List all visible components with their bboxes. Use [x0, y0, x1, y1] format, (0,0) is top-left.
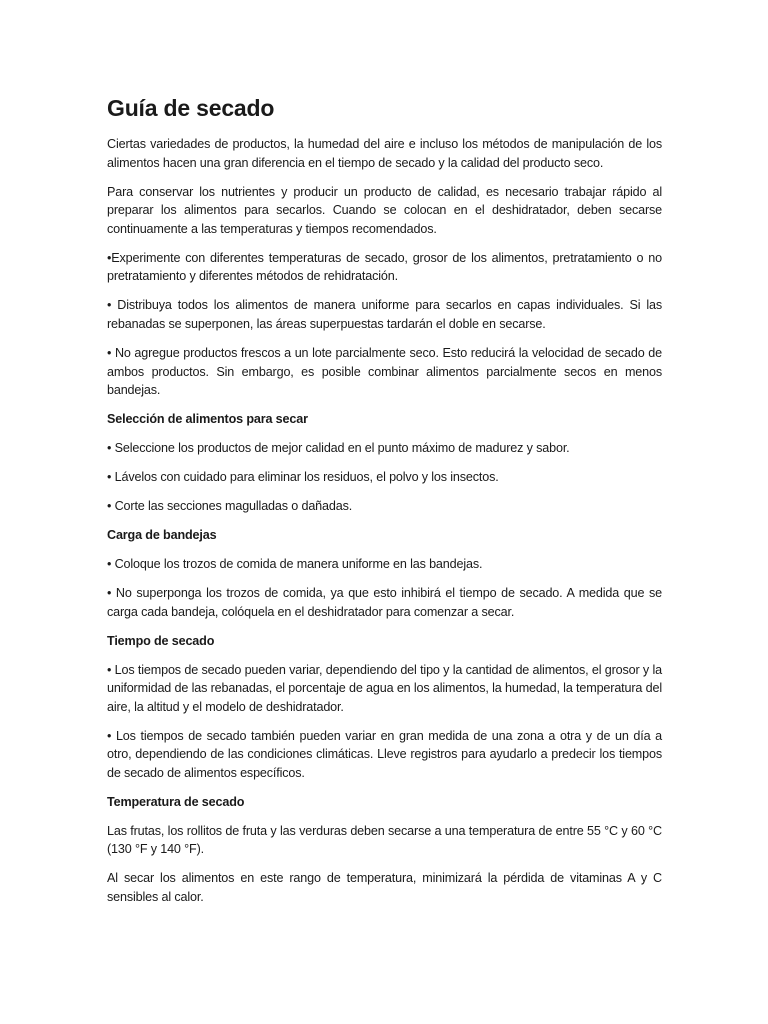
bullet-experiment: •Experimente con diferentes temperaturas de secado, grosor de los alimentos, pretratamiento o no pretratamiento y diferentes métodos de rehidratación. — [107, 250, 662, 284]
bullet-place-evenly: • Coloque los trozos de comida de manera uniforme en las bandejas. — [107, 557, 483, 571]
bullet-times-vary: • Los tiempos de secado pueden variar, dependiendo del tipo y la cantidad de alimentos, el grosor y la uniformidad de las rebanadas, el porcentaje de agua en los alimentos, la humedad, la temperatura del aire, la altitud y el modelo de deshidratador. — [107, 662, 662, 714]
bullet-select-quality: • Seleccione los productos de mejor calidad en el punto máximo de madurez y sabor. — [107, 441, 570, 456]
bullet-times-regional: • Los tiempos de secado también pueden variar en gran medida de una zona a otra y de un día a otro, dependiendo de las condiciones climáticas. Lleve registros para ayudarlo a predecir los tiempos de secado de alimentos específicos. — [107, 728, 662, 780]
paragraph-conservation: Para conservar los nutrientes y producir un producto de calidad, es necesario trabajar rápido al preparar los alimentos para secarlos. Cuando se colocan en el deshidratador, deben secarse continuamente a las temperaturas y tiempos recomendados. — [107, 184, 662, 236]
heading-drying-time: Tiempo de secado — [107, 633, 215, 648]
paragraph-vitamin-loss: Al secar los alimentos en este rango de temperatura, minimizará la pérdida de vitaminas A y C sensibles al calor. — [107, 871, 662, 905]
bullet-no-add-fresh: • No agregue productos frescos a un lote parcialmente seco. Esto reducirá la velocidad de secado de ambos productos. Sin embargo, es posible combinar alimentos parcialmente secos en menos bandejas. — [107, 345, 662, 398]
paragraph-intro: Ciertas variedades de productos, la humedad del aire e incluso los métodos de manipulación de los alimentos hacen una gran diferencia en el tiempo de secado y la calidad del producto seco. — [107, 137, 662, 170]
bullet-distribute: • Distribuya todos los alimentos de manera uniforme para secarlos en capas individuales. Si las rebanadas se superponen, las áreas superpuestas tardarán el doble en secarse. — [107, 298, 662, 331]
heading-drying-temperature: Temperatura de secado — [107, 794, 245, 809]
document-title: Guía de secado — [107, 95, 275, 121]
bullet-wash: • Lávelos con cuidado para eliminar los residuos, el polvo y los insectos. — [107, 470, 499, 485]
bullet-no-overlap: • No superponga los trozos de comida, ya que esto inhibirá el tiempo de secado. A medida que se carga cada bandeja, colóquela en el deshidratador para comenzar a secar. — [107, 585, 662, 619]
heading-tray-loading: Carga de bandejas — [107, 528, 217, 543]
heading-food-selection: Selección de alimentos para secar — [107, 412, 308, 427]
paragraph-temperature-range: Las frutas, los rollitos de fruta y las verduras deben secarse a una temperatura de entre 55 °C y 60 °C (130 °F y 140 °F). — [107, 823, 662, 857]
document-page — [107, 94, 662, 917]
bullet-cut-bruised: • Corte las secciones magulladas o dañadas. — [107, 499, 353, 514]
